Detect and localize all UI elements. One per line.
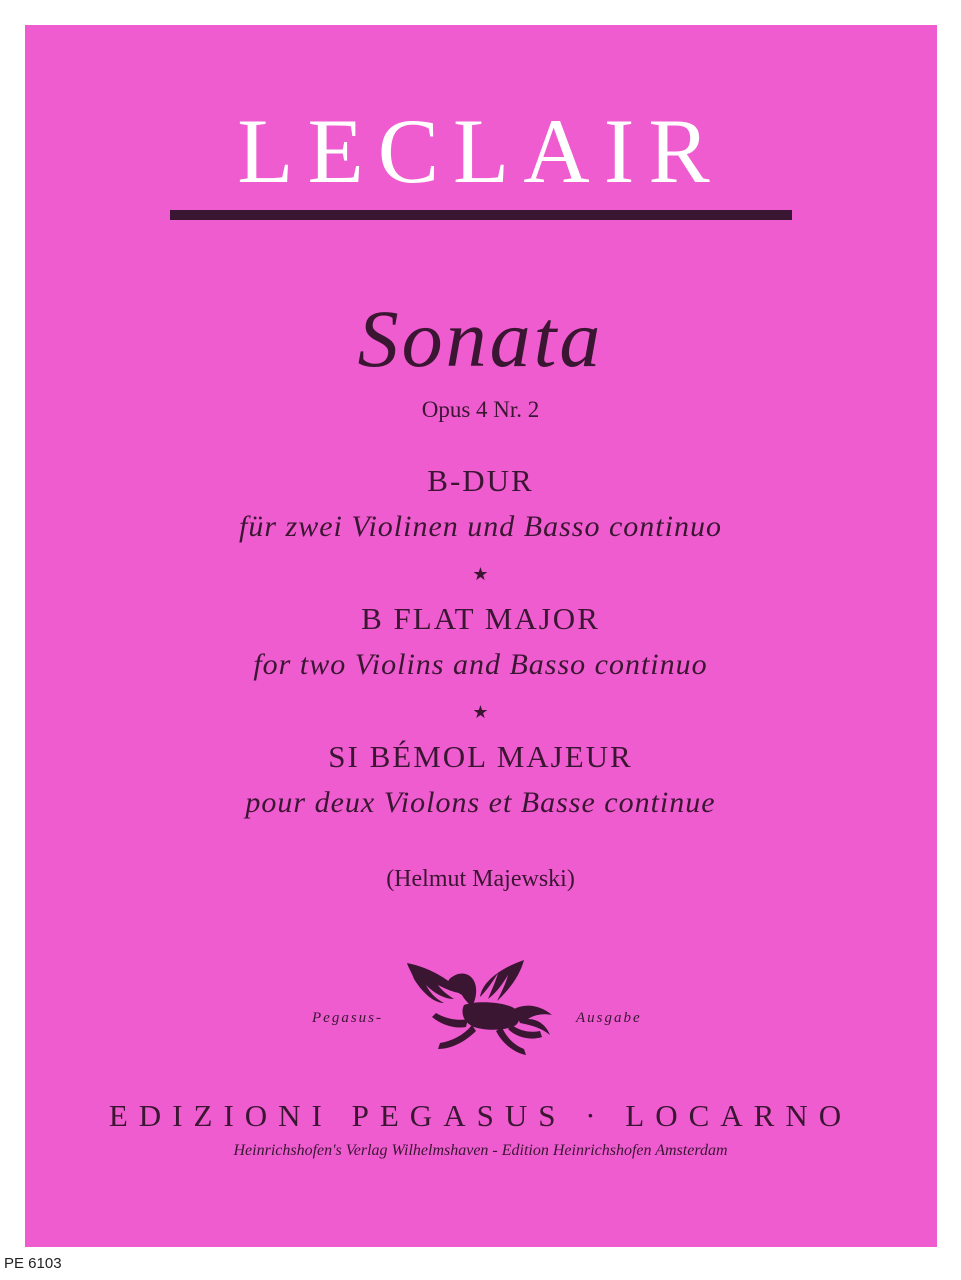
instrumentation-german: für zwei Violinen und Basso continuo — [239, 510, 722, 543]
editor-name: (Helmut Majewski) — [386, 866, 575, 892]
separator-star: ★ — [472, 702, 489, 722]
pegasus-icon — [402, 955, 557, 1060]
title-rule — [170, 210, 792, 220]
catalog-number: PE 6103 — [4, 1255, 62, 1272]
opus-number: Opus 4 Nr. 2 — [421, 397, 540, 422]
publisher-subline: Heinrichshofen's Verlag Wilhelmshaven - Edition Heinrichshofen Amsterdam — [233, 1142, 728, 1159]
instrumentation-french: pour deux Violons et Basse continue — [245, 786, 716, 819]
edition-label-right: Ausgabe — [576, 1010, 642, 1026]
key-french: SI BÉMOL MAJEUR — [328, 739, 633, 774]
cover-panel — [25, 25, 937, 1247]
composer-name: LECLAIR — [237, 100, 724, 202]
edition-label-left: Pegasus- — [312, 1010, 383, 1026]
instrumentation-english: for two Violins and Basso continuo — [253, 648, 708, 681]
publisher-name: EDIZIONI PEGASUS · LOCARNO — [108, 1098, 853, 1133]
key-english: B FLAT MAJOR — [361, 601, 600, 636]
separator-star: ★ — [472, 564, 489, 584]
key-german: B-DUR — [427, 463, 534, 498]
work-title: Sonata — [357, 293, 604, 384]
